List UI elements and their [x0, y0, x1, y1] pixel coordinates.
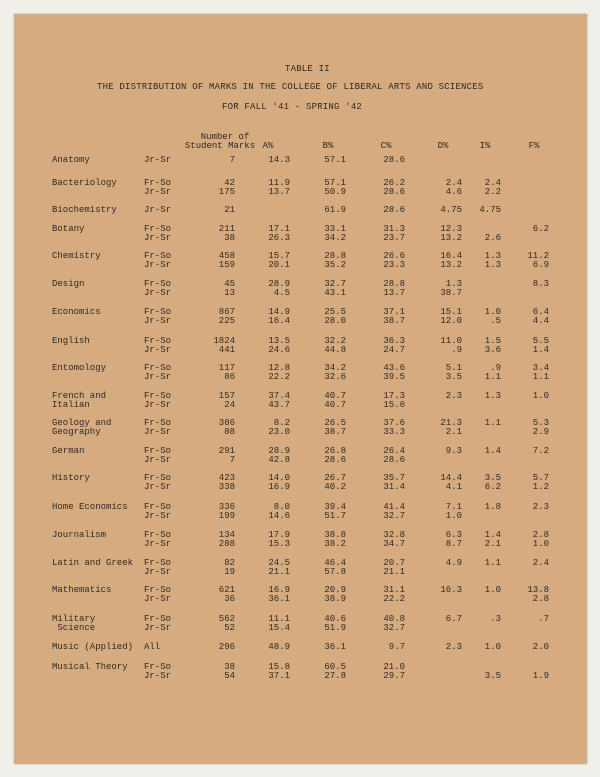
d-percent-header: D%	[437, 141, 449, 151]
table-cell-count: 621	[218, 585, 235, 595]
table-cell-c: 40.8	[383, 614, 405, 624]
table-cell-a: 15.7	[268, 251, 290, 261]
table-cell-d: 2.1	[445, 427, 462, 437]
table-cell-d: 14.4	[440, 473, 462, 483]
table-cell-c: 21.1	[383, 567, 405, 577]
subject-name: German	[52, 446, 85, 456]
table-cell-c: 31.1	[383, 585, 405, 595]
count-header-line2: Student Marks	[184, 141, 256, 151]
table-cell-b: 28.0	[324, 316, 346, 326]
table-cell-f: .7	[538, 614, 549, 624]
table-cell-f: 6.2	[532, 224, 549, 234]
table-cell-i: .3	[490, 614, 501, 624]
table-cell-c: 22.2	[383, 594, 405, 604]
table-cell-i: 2.4	[484, 178, 501, 188]
table-cell-f: 1.1	[532, 372, 549, 382]
table-cell-count: 336	[218, 502, 235, 512]
table-cell-b: 32.6	[324, 372, 346, 382]
table-cell-d: 2.3	[445, 642, 462, 652]
table-cell-d: 13.2	[440, 233, 462, 243]
table-cell-a: 8.0	[273, 502, 290, 512]
table-cell-b: 39.4	[324, 502, 346, 512]
table-cell-i: 2.2	[484, 187, 501, 197]
table-cell-d: 6.3	[445, 530, 462, 540]
table-cell-i: 1.0	[484, 307, 501, 317]
table-cell-i: .9	[490, 363, 501, 373]
table-cell-f: 8.3	[532, 279, 549, 289]
table-cell-count: 36	[224, 594, 235, 604]
table-cell-d: 2.3	[445, 391, 462, 401]
table-cell-c: 23.7	[383, 233, 405, 243]
table-cell-c: 32.7	[383, 623, 405, 633]
class-group: Fr-So	[144, 279, 172, 289]
table-cell-count: 21	[224, 205, 235, 215]
table-cell-b: 35.2	[324, 260, 346, 270]
table-cell-b: 32.2	[324, 336, 346, 346]
table-cell-d: 2.4	[445, 178, 462, 188]
table-cell-f: 6.4	[532, 307, 549, 317]
table-cell-count: 211	[218, 224, 235, 234]
table-cell-f: 7.2	[532, 446, 549, 456]
table-cell-c: 37.6	[383, 418, 405, 428]
table-cell-d: 38.7	[440, 288, 462, 298]
table-cell-d: 16.3	[440, 585, 462, 595]
table-cell-b: 36.1	[324, 642, 346, 652]
i-percent-header: I%	[479, 141, 491, 151]
table-cell-f: 13.8	[527, 585, 549, 595]
class-group: Fr-So	[144, 530, 172, 540]
table-cell-f: 11.2	[527, 251, 549, 261]
table-cell-b: 46.4	[324, 558, 346, 568]
table-cell-d: 8.7	[445, 539, 462, 549]
class-group: Fr-So	[144, 558, 172, 568]
table-cell-d: 5.1	[445, 363, 462, 373]
subject-name: English	[52, 336, 90, 346]
table-cell-i: 3.5	[484, 473, 501, 483]
table-cell-i: 1.3	[484, 391, 501, 401]
table-cell-a: 15.4	[268, 623, 290, 633]
class-group: Fr-So	[144, 585, 172, 595]
class-group: Fr-So	[144, 662, 172, 672]
table-cell-d: 15.1	[440, 307, 462, 317]
table-cell-count: 52	[224, 623, 235, 633]
table-cell-c: 33.3	[383, 427, 405, 437]
table-cell-a: 22.2	[268, 372, 290, 382]
table-cell-b: 28.6	[324, 455, 346, 465]
table-cell-c: 28.6	[383, 455, 405, 465]
table-cell-count: 458	[218, 251, 235, 261]
table-cell-a: 4.5	[273, 288, 290, 298]
table-cell-a: 14.6	[268, 511, 290, 521]
table-cell-f: 2.9	[532, 427, 549, 437]
class-group: Jr-Sr	[144, 288, 172, 298]
table-subtitle: FOR FALL '41 - SPRING '42	[222, 102, 363, 112]
table-cell-b: 61.9	[324, 205, 346, 215]
table-cell-b: 26.5	[324, 418, 346, 428]
class-group: Jr-Sr	[144, 594, 172, 604]
table-cell-c: 23.3	[383, 260, 405, 270]
class-group: Jr-Sr	[144, 372, 172, 382]
table-cell-b: 26.8	[324, 446, 346, 456]
table-cell-i: 1.1	[484, 372, 501, 382]
table-cell-count: 117	[218, 363, 235, 373]
table-cell-a: 36.1	[268, 594, 290, 604]
table-cell-c: 24.7	[383, 345, 405, 355]
table-cell-i: 1.3	[484, 260, 501, 270]
class-group: Fr-So	[144, 391, 172, 401]
table-cell-a: 14.9	[268, 307, 290, 317]
class-group: Jr-Sr	[144, 623, 172, 633]
table-cell-b: 33.1	[324, 224, 346, 234]
table-cell-f: 2.0	[532, 642, 549, 652]
table-cell-b: 40.7	[324, 400, 346, 410]
table-cell-i: 1.4	[484, 530, 501, 540]
subject-name: Design	[52, 279, 85, 289]
table-cell-a: 21.1	[268, 567, 290, 577]
table-cell-c: 28.8	[383, 279, 405, 289]
subject-name: Musical Theory	[52, 662, 128, 672]
table-cell-f: 4.4	[532, 316, 549, 326]
table-cell-f: 2.8	[532, 530, 549, 540]
table-cell-d: 21.3	[440, 418, 462, 428]
subject-name: Italian	[52, 400, 90, 410]
table-cell-c: 26.2	[383, 178, 405, 188]
table-cell-i: 1.1	[484, 418, 501, 428]
table-cell-d: 4.6	[445, 187, 462, 197]
class-group: Fr-So	[144, 336, 172, 346]
table-cell-i: 2.6	[484, 233, 501, 243]
table-cell-c: 26.6	[383, 251, 405, 261]
table-cell-c: 32.8	[383, 530, 405, 540]
f-percent-header: F%	[528, 141, 540, 151]
table-cell-c: 32.7	[383, 511, 405, 521]
table-cell-i: 2.1	[484, 539, 501, 549]
table-cell-d: 1.3	[445, 279, 462, 289]
table-cell-f: 1.9	[532, 671, 549, 681]
table-cell-c: 31.3	[383, 224, 405, 234]
table-cell-a: 24.5	[268, 558, 290, 568]
table-cell-f: 1.4	[532, 345, 549, 355]
table-cell-d: 1.0	[445, 511, 462, 521]
subject-name: Botany	[52, 224, 85, 234]
class-group: Jr-Sr	[144, 260, 172, 270]
table-cell-count: 19	[224, 567, 235, 577]
subject-name: Geology and	[52, 418, 112, 428]
class-group: Jr-Sr	[144, 316, 172, 326]
table-cell-b: 40.2	[324, 482, 346, 492]
table-cell-a: 14.0	[268, 473, 290, 483]
table-cell-count: 134	[218, 530, 235, 540]
table-cell-b: 27.8	[324, 671, 346, 681]
table-cell-f: 1.0	[532, 391, 549, 401]
table-cell-i: 3.6	[484, 345, 501, 355]
subject-name: Music (Applied)	[52, 642, 134, 652]
subject-name: Mathematics	[52, 585, 112, 595]
table-cell-b: 20.9	[324, 585, 346, 595]
b-percent-header: B%	[322, 141, 334, 151]
class-group: Fr-So	[144, 224, 172, 234]
class-group: Jr-Sr	[144, 539, 172, 549]
subject-name: Bacteriology	[52, 178, 117, 188]
subject-name: Economics	[52, 307, 101, 317]
table-cell-a: 24.6	[268, 345, 290, 355]
table-cell-f: 2.8	[532, 594, 549, 604]
table-cell-count: 42	[224, 178, 235, 188]
table-cell-b: 34.2	[324, 233, 346, 243]
class-group: Jr-Sr	[144, 205, 172, 215]
class-group: Jr-Sr	[144, 155, 172, 165]
table-cell-c: 29.7	[383, 671, 405, 681]
table-cell-count: 38	[224, 662, 235, 672]
table-cell-count: 13	[224, 288, 235, 298]
table-cell-a: 16.9	[268, 482, 290, 492]
table-cell-b: 40.7	[324, 391, 346, 401]
table-cell-c: 26.4	[383, 446, 405, 456]
table-cell-d: 12.0	[440, 316, 462, 326]
table-cell-d: 9.3	[445, 446, 462, 456]
subject-name: Journalism	[52, 530, 107, 540]
table-title: THE DISTRIBUTION OF MARKS IN THE COLLEGE OF LIBERAL ARTS AND SCIENCES	[97, 82, 484, 92]
table-cell-b: 38.9	[324, 594, 346, 604]
table-cell-c: 43.6	[383, 363, 405, 373]
class-group: Jr-Sr	[144, 400, 172, 410]
table-cell-a: 28.9	[268, 279, 290, 289]
table-cell-b: 38.8	[324, 530, 346, 540]
table-cell-i: 1.3	[484, 251, 501, 261]
table-cell-c: 39.5	[383, 372, 405, 382]
table-cell-a: 17.1	[268, 224, 290, 234]
table-cell-a: 23.0	[268, 427, 290, 437]
subject-name: Latin and Greek	[52, 558, 134, 568]
table-cell-c: 41.4	[383, 502, 405, 512]
class-group: All	[144, 642, 161, 652]
table-cell-count: 24	[224, 400, 235, 410]
a-percent-header: A%	[262, 141, 274, 151]
table-cell-f: 6.9	[532, 260, 549, 270]
table-cell-a: 28.9	[268, 446, 290, 456]
table-cell-c: 21.0	[383, 662, 405, 672]
table-cell-i: 1.8	[484, 502, 501, 512]
table-cell-a: 11.1	[268, 614, 290, 624]
table-cell-i: 1.0	[484, 642, 501, 652]
table-cell-b: 40.6	[324, 614, 346, 624]
class-group: Jr-Sr	[144, 345, 172, 355]
subject-name: Entomology	[52, 363, 107, 373]
class-group: Jr-Sr	[144, 233, 172, 243]
table-cell-count: 159	[218, 260, 235, 270]
table-cell-count: 45	[224, 279, 235, 289]
subject-name: Anatomy	[52, 155, 90, 165]
table-cell-count: 288	[218, 539, 235, 549]
table-cell-c: 35.7	[383, 473, 405, 483]
table-cell-a: 13.7	[268, 187, 290, 197]
table-cell-i: 1.5	[484, 336, 501, 346]
table-cell-count: 7	[229, 155, 235, 165]
table-cell-d: 4.75	[440, 205, 462, 215]
table-cell-d: .9	[451, 345, 462, 355]
table-cell-count: 82	[224, 558, 235, 568]
class-group: Fr-So	[144, 307, 172, 317]
table-cell-f: 5.5	[532, 336, 549, 346]
class-group: Jr-Sr	[144, 671, 172, 681]
table-cell-c: 20.7	[383, 558, 405, 568]
subject-name: Biochemistry	[52, 205, 117, 215]
table-cell-count: 386	[218, 418, 235, 428]
class-group: Jr-Sr	[144, 427, 172, 437]
table-cell-a: 43.7	[268, 400, 290, 410]
table-cell-count: 88	[224, 427, 235, 437]
table-cell-c: 31.4	[383, 482, 405, 492]
subject-name: Chemistry	[52, 251, 101, 261]
table-cell-count: 562	[218, 614, 235, 624]
table-cell-count: 157	[218, 391, 235, 401]
table-cell-a: 20.1	[268, 260, 290, 270]
table-cell-count: 423	[218, 473, 235, 483]
table-cell-count: 225	[218, 316, 235, 326]
marks-table	[14, 14, 587, 764]
table-cell-count: 38	[224, 233, 235, 243]
table-cell-a: 16.9	[268, 585, 290, 595]
table-cell-d: 13.2	[440, 260, 462, 270]
table-cell-a: 26.3	[268, 233, 290, 243]
table-cell-a: 42.8	[268, 455, 290, 465]
table-cell-c: 34.7	[383, 539, 405, 549]
table-cell-a: 17.9	[268, 530, 290, 540]
table-cell-c: 28.6	[383, 155, 405, 165]
table-cell-c: 13.7	[383, 288, 405, 298]
table-cell-b: 26.7	[324, 473, 346, 483]
table-cell-b: 51.7	[324, 511, 346, 521]
table-cell-b: 57.1	[324, 178, 346, 188]
table-cell-b: 34.2	[324, 363, 346, 373]
class-group: Jr-Sr	[144, 511, 172, 521]
table-cell-a: 48.9	[268, 642, 290, 652]
table-cell-a: 15.8	[268, 662, 290, 672]
table-cell-f: 1.0	[532, 539, 549, 549]
subject-name: French and	[52, 391, 107, 401]
c-percent-header: C%	[380, 141, 392, 151]
table-cell-a: 11.9	[268, 178, 290, 188]
subject-name: Science	[52, 623, 96, 633]
table-cell-f: 3.4	[532, 363, 549, 373]
table-cell-d: 7.1	[445, 502, 462, 512]
table-cell-count: 199	[218, 511, 235, 521]
table-cell-c: 17.3	[383, 391, 405, 401]
table-cell-a: 16.4	[268, 316, 290, 326]
table-cell-f: 1.2	[532, 482, 549, 492]
class-group: Fr-So	[144, 418, 172, 428]
table-cell-b: 38.2	[324, 539, 346, 549]
class-group: Fr-So	[144, 473, 172, 483]
table-cell-i: 3.5	[484, 671, 501, 681]
class-group: Fr-So	[144, 446, 172, 456]
table-cell-count: 175	[218, 187, 235, 197]
table-cell-d: 16.4	[440, 251, 462, 261]
table-cell-i: 4.75	[479, 205, 501, 215]
class-group: Fr-So	[144, 502, 172, 512]
table-cell-d: 4.9	[445, 558, 462, 568]
table-cell-a: 8.2	[273, 418, 290, 428]
class-group: Jr-Sr	[144, 567, 172, 577]
class-group: Jr-Sr	[144, 455, 172, 465]
table-cell-a: 15.3	[268, 539, 290, 549]
table-cell-count: 441	[218, 345, 235, 355]
table-cell-d: 3.5	[445, 372, 462, 382]
table-cell-count: 54	[224, 671, 235, 681]
table-cell-count: 1824	[213, 336, 235, 346]
count-header-line1: Number of	[200, 132, 250, 142]
table-cell-b: 43.1	[324, 288, 346, 298]
table-cell-f: 5.7	[532, 473, 549, 483]
table-cell-a: 13.5	[268, 336, 290, 346]
class-group: Jr-Sr	[144, 482, 172, 492]
table-number: TABLE II	[285, 64, 330, 74]
table-cell-b: 38.7	[324, 427, 346, 437]
table-cell-c: 36.3	[383, 336, 405, 346]
table-cell-a: 12.8	[268, 363, 290, 373]
table-cell-b: 32.7	[324, 279, 346, 289]
table-cell-a: 37.1	[268, 671, 290, 681]
class-group: Fr-So	[144, 363, 172, 373]
table-cell-count: 86	[224, 372, 235, 382]
table-cell-i: .5	[490, 316, 501, 326]
table-cell-b: 44.8	[324, 345, 346, 355]
table-cell-b: 50.9	[324, 187, 346, 197]
table-cell-f: 5.3	[532, 418, 549, 428]
table-cell-c: 15.6	[383, 400, 405, 410]
table-cell-i: 1.0	[484, 585, 501, 595]
document-page	[14, 14, 587, 764]
table-cell-b: 57.8	[324, 567, 346, 577]
subject-name: Military	[52, 614, 96, 624]
table-cell-d: 6.7	[445, 614, 462, 624]
table-cell-b: 60.5	[324, 662, 346, 672]
table-cell-b: 28.8	[324, 251, 346, 261]
table-cell-c: 37.1	[383, 307, 405, 317]
table-cell-count: 867	[218, 307, 235, 317]
table-cell-count: 291	[218, 446, 235, 456]
class-group: Fr-So	[144, 251, 172, 261]
table-cell-b: 51.9	[324, 623, 346, 633]
table-cell-count: 338	[218, 482, 235, 492]
subject-name: History	[52, 473, 90, 483]
table-cell-i: 1.4	[484, 446, 501, 456]
table-cell-c: 9.7	[388, 642, 405, 652]
table-cell-a: 14.3	[268, 155, 290, 165]
table-cell-d: 11.0	[440, 336, 462, 346]
table-cell-b: 57.1	[324, 155, 346, 165]
table-cell-count: 296	[218, 642, 235, 652]
table-cell-f: 2.3	[532, 502, 549, 512]
table-cell-f: 2.4	[532, 558, 549, 568]
table-cell-c: 28.6	[383, 205, 405, 215]
subject-name: Geography	[52, 427, 101, 437]
table-cell-a: 37.4	[268, 391, 290, 401]
table-cell-d: 4.1	[445, 482, 462, 492]
table-cell-i: 1.1	[484, 558, 501, 568]
table-cell-c: 28.6	[383, 187, 405, 197]
table-cell-c: 38.7	[383, 316, 405, 326]
class-group: Jr-Sr	[144, 187, 172, 197]
table-cell-count: 7	[229, 455, 235, 465]
class-group: Fr-So	[144, 178, 172, 188]
table-cell-d: 12.3	[440, 224, 462, 234]
class-group: Fr-So	[144, 614, 172, 624]
table-cell-i: 6.2	[484, 482, 501, 492]
subject-name: Home Economics	[52, 502, 128, 512]
table-cell-b: 25.5	[324, 307, 346, 317]
